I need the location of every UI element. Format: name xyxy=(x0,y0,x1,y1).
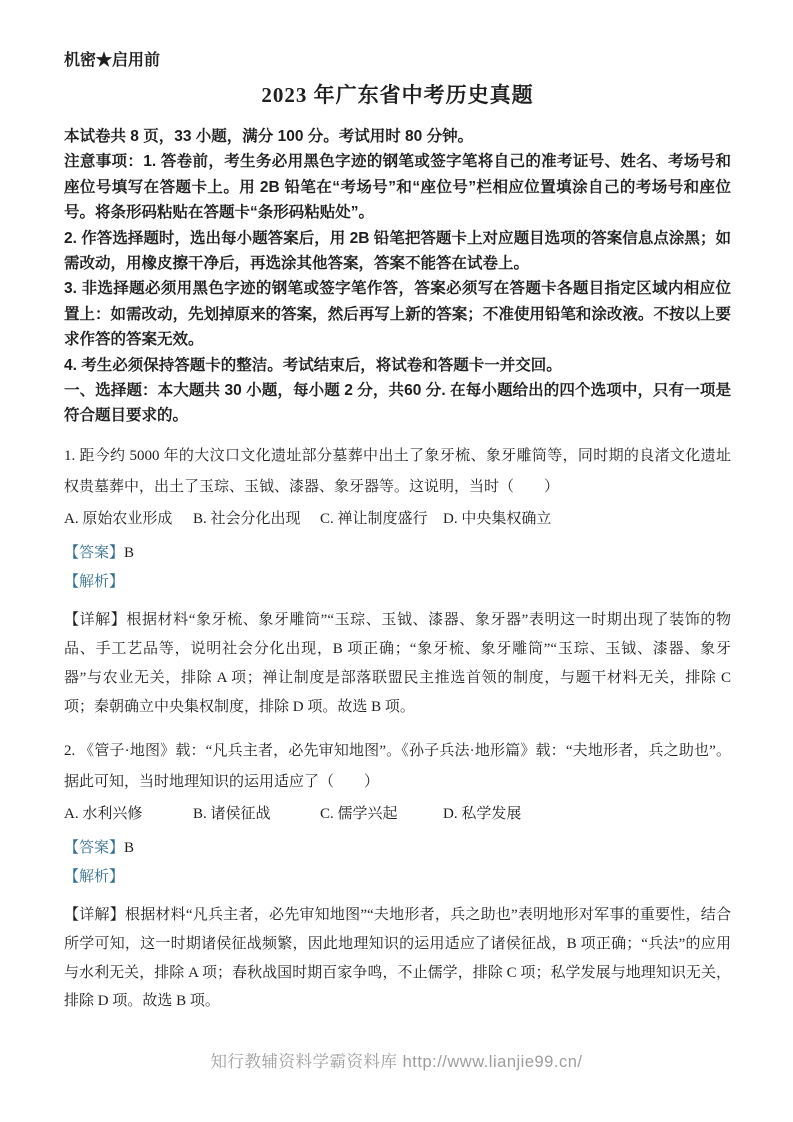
options-row xyxy=(64,799,731,831)
detail-paragraph xyxy=(64,901,731,1016)
answer-label: 【答案】 xyxy=(64,545,125,562)
analysis-label: 【解析】 xyxy=(64,574,125,591)
notice-paragraph-4: 4. 考生必须保持答题卡的整洁。考试结束后，将试卷和答题卡一并交回。 xyxy=(64,356,562,374)
detail-paragraph xyxy=(64,606,731,721)
exam-header-block xyxy=(64,124,731,429)
confidential-label: 机密★启用前 xyxy=(64,52,161,69)
question-stem: 2. 《管子·地图》载：“凡兵主者，必先审知地图”。《孙子兵法·地形篇》载：“夫地形者，兵之助也”。据此可知，当时地理知识的运用适应了（ ） xyxy=(64,742,731,791)
notice-paragraph-2: 2. 作答选择题时，选出每小题答案后，用 2B 铅笔把答题卡上对应题目选项的答案信息点涂黑；如需改动，用橡皮擦干净后，再选涂其他答案，答案不能答在试卷上。 xyxy=(64,229,731,273)
questions-area xyxy=(64,441,731,1016)
option-c: C. 禅让制度盛行 xyxy=(320,510,428,527)
answer-label: 【答案】 xyxy=(64,840,125,857)
notice-paragraph-1: 注意事项：1. 答卷前，考生务必用黑色字迹的钢笔或签字笔将自己的准考证号、姓名、考场号和座位号填写在答题卡上。用 2B 铅笔在“考场号”和“座位号”栏相应位置填涂自己的考场号和座位号。将条形码粘贴在答题卡“条形码粘贴处”。 xyxy=(64,153,731,222)
option-a: A. 原始农业形成 xyxy=(64,510,173,527)
option-d: D. 私学发展 xyxy=(443,805,522,822)
option-d: D. 中央集权确立 xyxy=(443,510,552,527)
answer-line xyxy=(64,834,731,863)
option-b: B. 诸侯征战 xyxy=(193,805,271,822)
page-title: 2023 年广东省中考历史真题 xyxy=(261,83,534,107)
analysis-line xyxy=(64,863,731,892)
exam-info: 本试卷共 8 页，33 小题，满分 100 分。考试用时 80 分钟。 xyxy=(64,128,474,145)
question-block-2 xyxy=(64,736,731,1017)
detail-label: 【详解】 xyxy=(64,907,125,924)
question-stem: 1. 距今约 5000 年的大汶口文化遗址部分墓葬中出土了象牙梳、象牙雕筒等，同时期的良渚文化遗址权贵墓葬中，出土了玉琮、玉钺、漆器、象牙器等。这说明，当时（ ） xyxy=(64,447,731,496)
detail-text: 根据材料“凡兵主者，必先审知地图”“夫地形者，兵之助也”表明地形对军事的重要性，结合所学可知，这一时期诸侯征战频繁，因此地理知识的运用适应了诸侯征战，B 项正确；“兵法”的应用与水利无关，排除 A 项；春秋战国时期百家争鸣，不止儒学，排除 C 项；私学发展与地理知识无关，排除 D 项。故选 B 项。 xyxy=(64,907,731,1010)
option-a: A. 水利兴修 xyxy=(64,805,143,822)
question-block-1 xyxy=(64,441,731,722)
answer-value: B xyxy=(124,545,135,562)
options-row xyxy=(64,504,731,536)
option-c: C. 儒学兴起 xyxy=(320,805,398,822)
section-heading: 一、选择题：本大题共 30 小题，每小题 2 分，共60 分. 在每小题给出的四个选项中，只有一项是符合题目要求的。 xyxy=(64,382,731,425)
analysis-label: 【解析】 xyxy=(64,869,125,886)
detail-text: 根据材料“象牙梳、象牙雕筒”“玉琮、玉钺、漆器、象牙器”表明这一时期出现了装饰的物品、手工艺品等，说明社会分化出现，B 项正确；“象牙梳、象牙雕筒”“玉琮、玉钺、漆器、象牙器”与农业无关，排除 A 项；禅让制度是部落联盟民主推选首领的制度，与题干材料无关，排除 C 项；秦朝确立中央集权制度，排除 D 项。故选 B 项。 xyxy=(64,612,731,715)
answer-line xyxy=(64,539,731,568)
footer-watermark: 知行教辅资料学霸资料库 http://www.lianjie99.cn/ xyxy=(210,1053,583,1071)
analysis-line xyxy=(64,568,731,597)
notice-paragraph-3: 3. 非选择题必须用黑色字迹的钢笔或签字笔作答，答案必须写在答题卡各题目指定区域内相应位置上：如需改动，先划掉原来的答案，然后再写上新的答案；不准使用铅笔和涂改液。不按以上要求作答的答案无效。 xyxy=(64,280,731,349)
option-b: B. 社会分化出现 xyxy=(193,510,301,527)
detail-label: 【详解】 xyxy=(64,612,127,629)
answer-value: B xyxy=(124,840,135,857)
